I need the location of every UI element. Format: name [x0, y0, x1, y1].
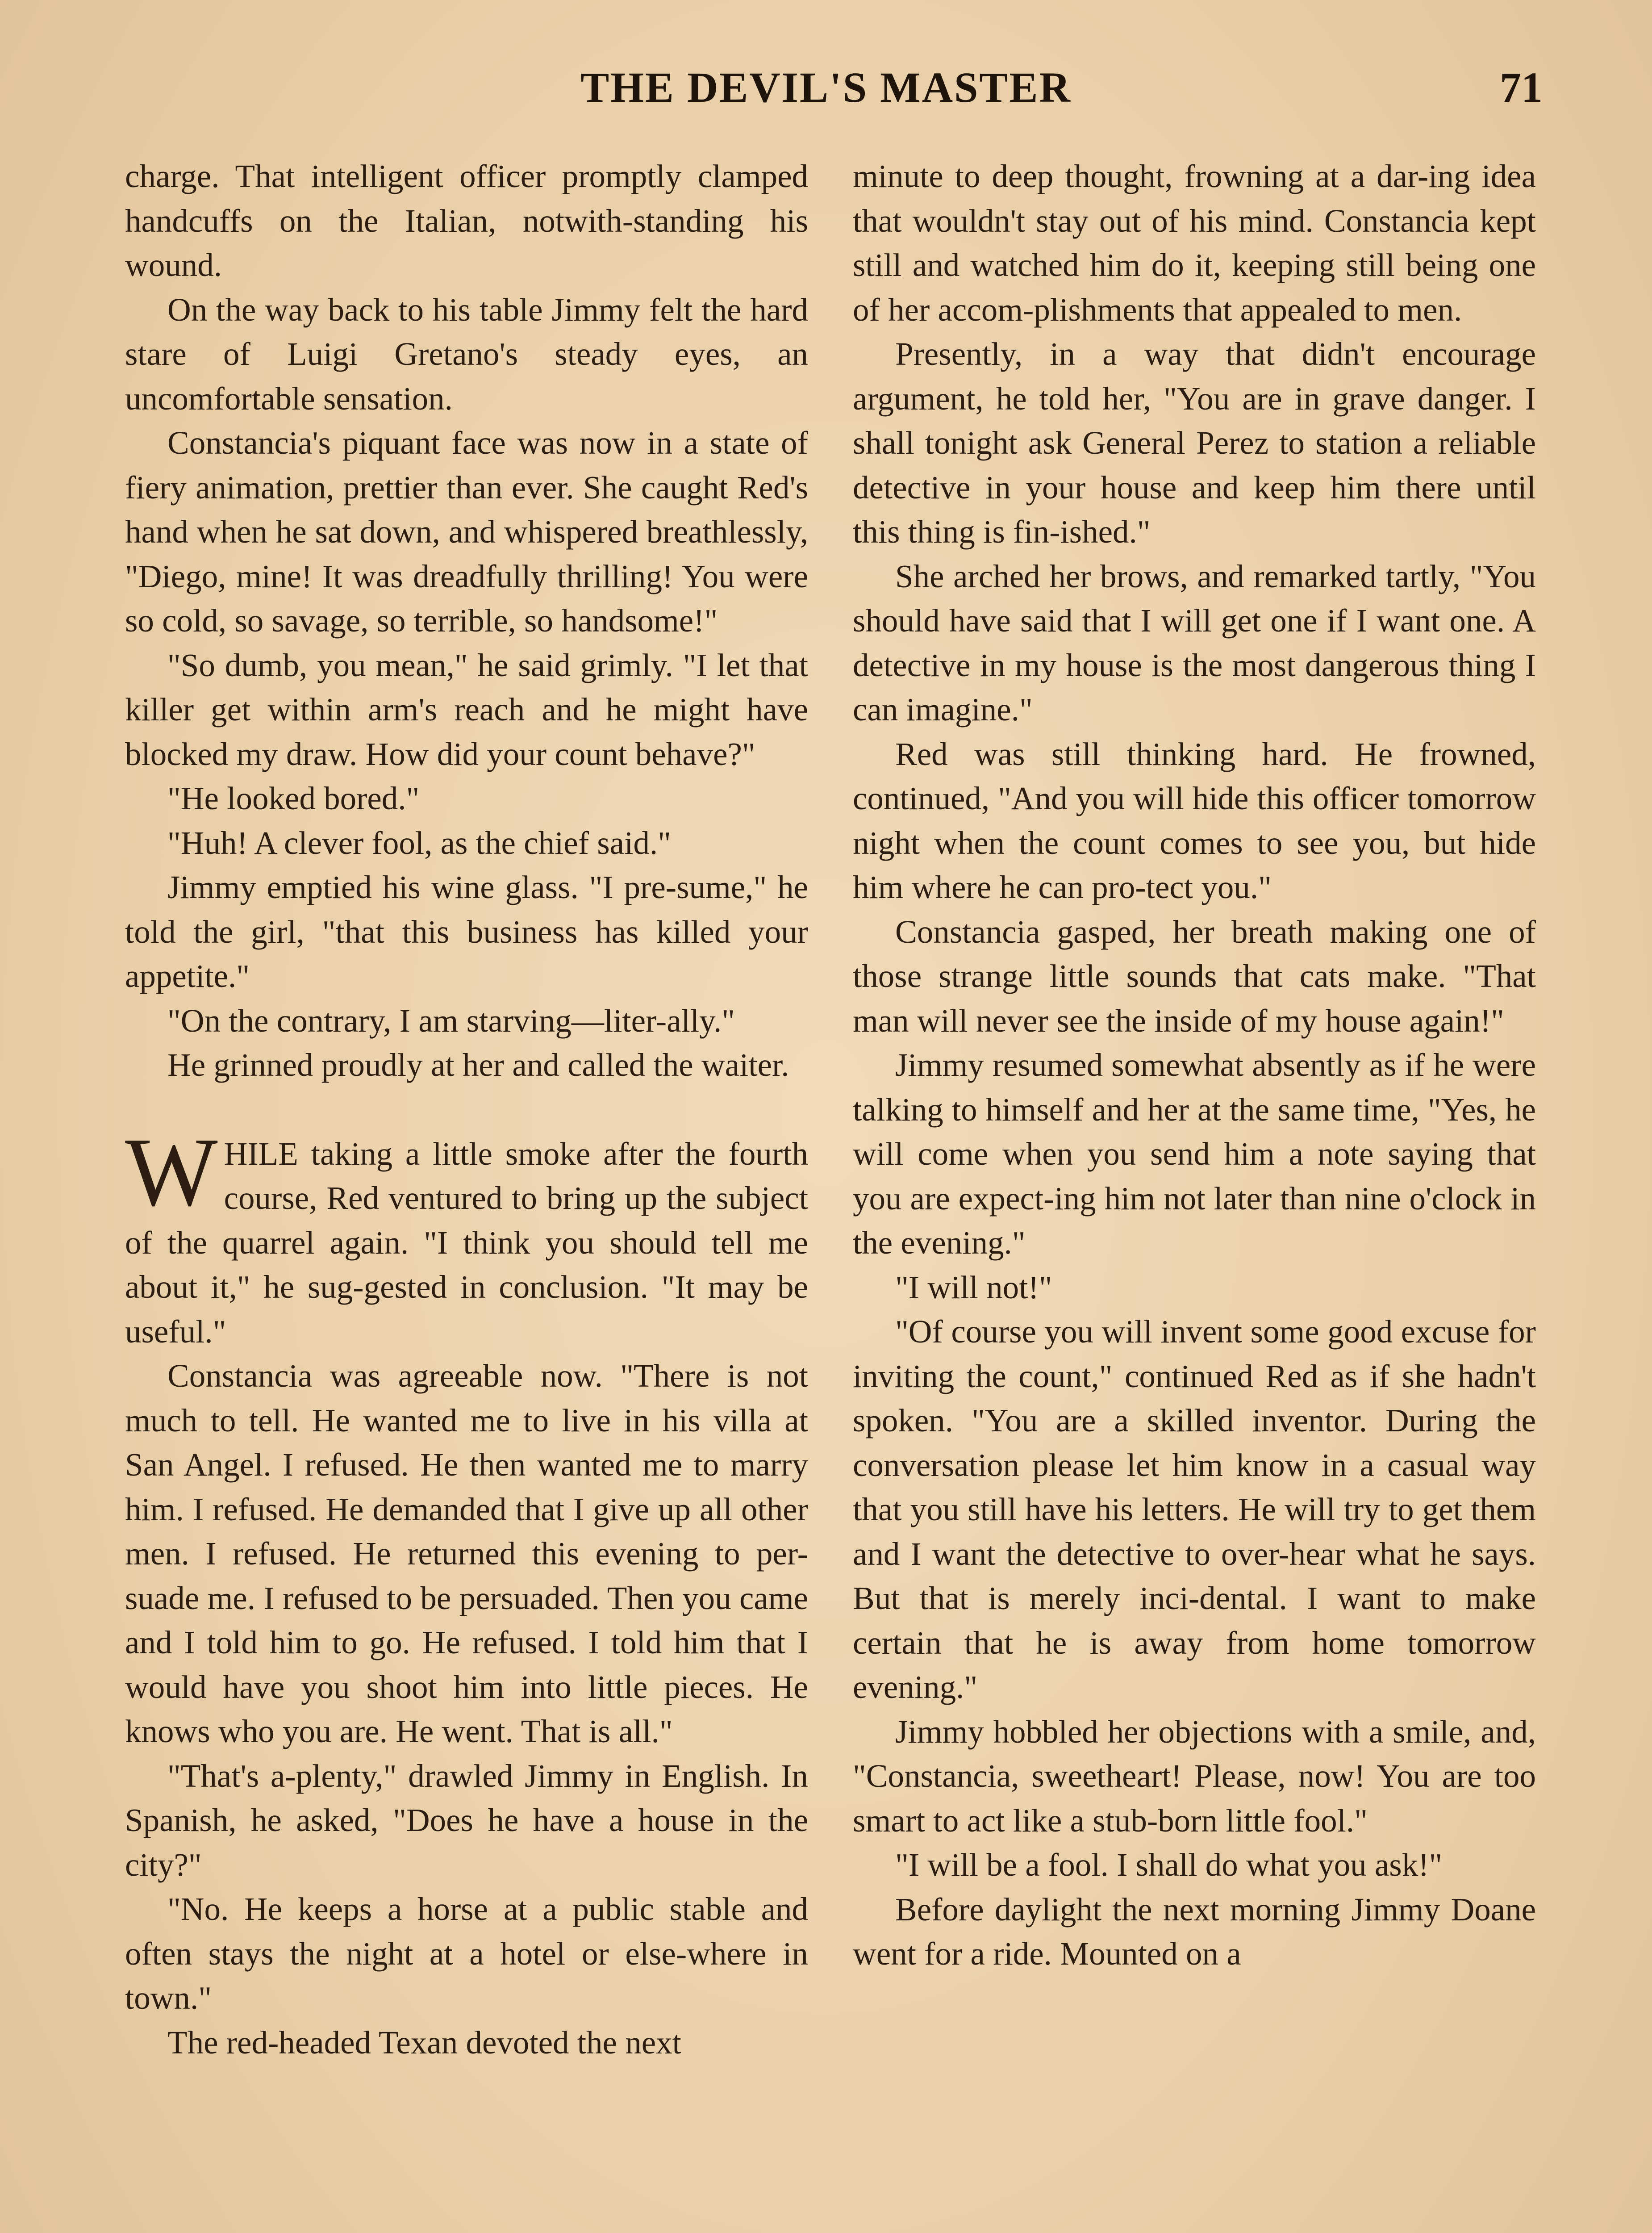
paragraph: Jimmy emptied his wine glass. "I pre-sume," he told the girl, "that this business has killed your appetite."	[125, 869, 808, 994]
paragraph: Constancia was agreeable now. "There is not much to tell. He wanted me to live in his villa at San Angel. I refused. He then wanted me to marry him. I refused. He demanded that I give up all other men. I refused. He returned this evening to per-suade me. I refused to be persuaded. Then you came and I told him to go. He refused. I told him that I would have you shoot him into little pieces. He knows who you are. He went. That is all."	[125, 1358, 808, 1749]
paragraph: "That's a-plenty," drawled Jimmy in English. In Spanish, he asked, "Does he have a house in the city?"	[125, 1757, 808, 1883]
paragraph: "I will not!"	[895, 1269, 1052, 1305]
paragraph: "Huh! A clever fool, as the chief said."	[167, 824, 671, 861]
paragraph: charge. That intelligent officer promptly clamped handcuffs on the Italian, notwith-standing his wound.	[125, 158, 808, 283]
left-column	[125, 154, 808, 2065]
drop-cap: W	[125, 1117, 218, 1226]
paragraph: "Of course you will invent some good excuse for inviting the count," continued Red as if she hadn't spoken. "You are a skilled inventor. During the conversation please let him know in a casual way that you still have his letters. He will try to get them and I want the detective to over-hear what he says. But that is merely inci-dental. I want to make certain that he is away from home tomorrow evening."	[853, 1313, 1536, 1705]
paragraph: Presently, in a way that didn't encourage argument, he told her, "You are in grave danger. I shall tonight ask General Perez to station a reliable detective in your house and keep him there until this thing is fin-ished."	[853, 336, 1536, 550]
paragraph: "I will be a fool. I shall do what you ask!"	[895, 1847, 1443, 1883]
right-column-paragraphs	[853, 154, 1536, 1976]
paragraph: "He looked bored."	[167, 780, 420, 816]
paragraph: Before daylight the next morning Jimmy Doane went for a ride. Mounted on a	[853, 1891, 1536, 1972]
right-column	[853, 154, 1536, 1976]
paragraph: Constancia gasped, her breath making one of those strange little sounds that cats make. "That man will never see the inside of my house again!"	[853, 913, 1536, 1039]
paragraph: He grinned proudly at her and called the waiter.	[167, 1047, 789, 1083]
paragraph: The red-headed Texan devoted the next	[167, 2024, 681, 2061]
paragraph: Constancia's piquant face was now in a state of fiery animation, prettier than ever. She caught Red's hand when he sat down, and whispered breathlessly, "Diego, mine! It was dreadfully thrilling! You were so cold, so savage, so terrible, so handsome!"	[125, 425, 808, 639]
section-opening-paragraph	[125, 1117, 808, 1354]
section-opening-text: HILE taking a little smoke after the fourth course, Red ventured to bring up the subject of the quarrel again. "I think you should tell me about it," he sug-gested in conclusion. "It may be useful."	[125, 1135, 808, 1350]
paragraph: minute to deep thought, frowning at a dar-ing idea that wouldn't stay out of his mind. Constancia kept still and watched him do it, keeping still being one of her accom-plishments that appealed to men.	[853, 158, 1536, 328]
left-column-paragraphs	[125, 154, 808, 1087]
left-column-paragraphs-continued	[125, 1354, 808, 2065]
paragraph: "No. He keeps a horse at a public stable and often stays the night at a hotel or else-where in town."	[125, 1891, 808, 2016]
paragraph: She arched her brows, and remarked tartly, "You should have said that I will get one if I want one. A detective in my house is the most dangerous thing I can imagine."	[853, 558, 1536, 728]
paragraph: On the way back to his table Jimmy felt the hard stare of Luigi Gretano's steady eyes, an uncomfortable sensation.	[125, 291, 808, 417]
paragraph: "On the contrary, I am starving—liter-ally."	[167, 1002, 735, 1039]
page-number: 71	[1500, 63, 1543, 111]
running-head-title: THE DEVIL'S MASTER	[580, 63, 1072, 111]
paragraph: Jimmy hobbled her objections with a smile, and, "Constancia, sweetheart! Please, now! You are too smart to act like a stub-born little fool."	[853, 1713, 1536, 1839]
paragraph: "So dumb, you mean," he said grimly. "I let that killer get within arm's reach and he might have blocked my draw. How did your count behave?"	[125, 647, 808, 772]
paragraph: Red was still thinking hard. He frowned, continued, "And you will hide this officer tomorrow night when the count comes to see you, but hide him where he can pro-tect you."	[853, 736, 1536, 905]
paragraph: Jimmy resumed somewhat absently as if he were talking to himself and her at the same time, "Yes, he will come when you send him a note saying that you are expect-ing him not later than nine o'clock in the evening."	[853, 1047, 1536, 1261]
